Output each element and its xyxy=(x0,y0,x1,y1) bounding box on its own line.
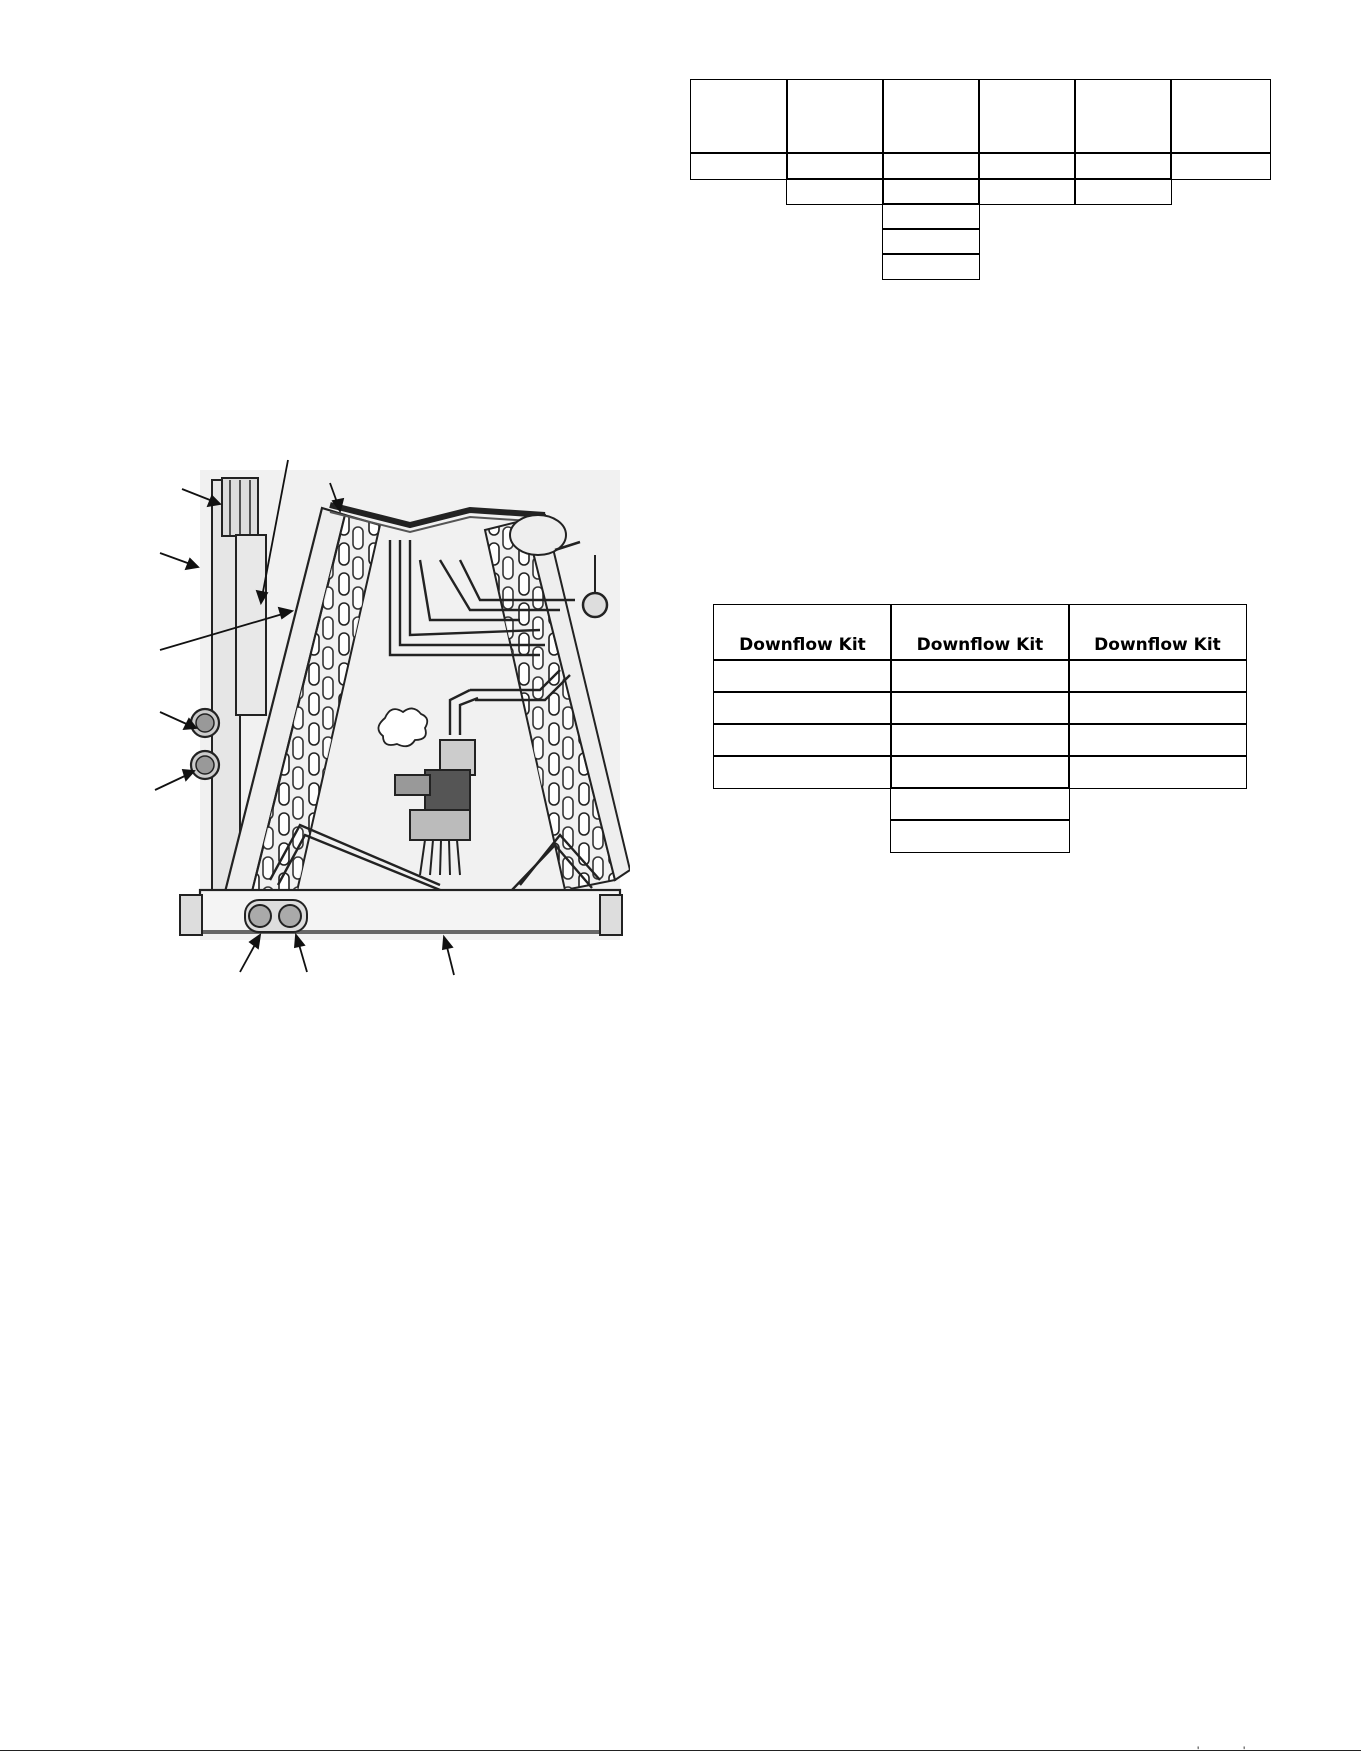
grid-cell xyxy=(978,152,1076,180)
table-cell xyxy=(890,755,1070,789)
table-cell xyxy=(890,691,1070,725)
column-header: Downflow Kit xyxy=(916,635,1044,655)
table-cell xyxy=(1068,691,1247,725)
table-cell xyxy=(713,723,892,757)
footer-mark: ' xyxy=(1197,1744,1200,1758)
drain-pan xyxy=(180,890,622,935)
grid-cell xyxy=(786,178,884,205)
coil-drawing xyxy=(150,330,630,980)
table-header-cell xyxy=(890,604,1070,661)
table-cell xyxy=(890,787,1070,821)
grid-cell xyxy=(1074,79,1172,154)
grid-cell xyxy=(882,228,980,255)
table-cell xyxy=(890,723,1070,757)
table-cell xyxy=(1068,723,1247,757)
table-cell xyxy=(890,659,1070,693)
grid-cell xyxy=(882,203,980,230)
column-header: Downflow Kit xyxy=(739,635,866,655)
table-cell xyxy=(713,659,892,693)
grid-cell xyxy=(690,79,788,154)
grid-cell xyxy=(786,79,884,154)
table-cell xyxy=(713,691,892,725)
table-cell xyxy=(890,819,1070,853)
grid-cell xyxy=(978,178,1076,205)
grid-cell xyxy=(1074,178,1172,205)
grid-cell xyxy=(1074,152,1172,180)
column-header: Downflow Kit xyxy=(1094,635,1221,655)
footer-mark: ' xyxy=(1243,1744,1246,1758)
grid-cell xyxy=(882,178,980,205)
table-header-cell xyxy=(713,604,892,661)
table-cell xyxy=(713,755,892,789)
grid-cell xyxy=(882,253,980,280)
grid-cell xyxy=(978,79,1076,154)
grid-cell xyxy=(1170,79,1271,154)
grid-cell xyxy=(882,152,980,180)
evaporator-coil-figure xyxy=(150,330,630,980)
table-cell xyxy=(1068,659,1247,693)
grid-cell xyxy=(690,152,788,180)
grid-cell xyxy=(786,152,884,180)
grid-cell xyxy=(1170,152,1271,180)
table-header-cell xyxy=(1068,604,1247,661)
grid-cell xyxy=(882,79,980,154)
footer-rule xyxy=(0,1750,1361,1751)
table-cell xyxy=(1068,755,1247,789)
